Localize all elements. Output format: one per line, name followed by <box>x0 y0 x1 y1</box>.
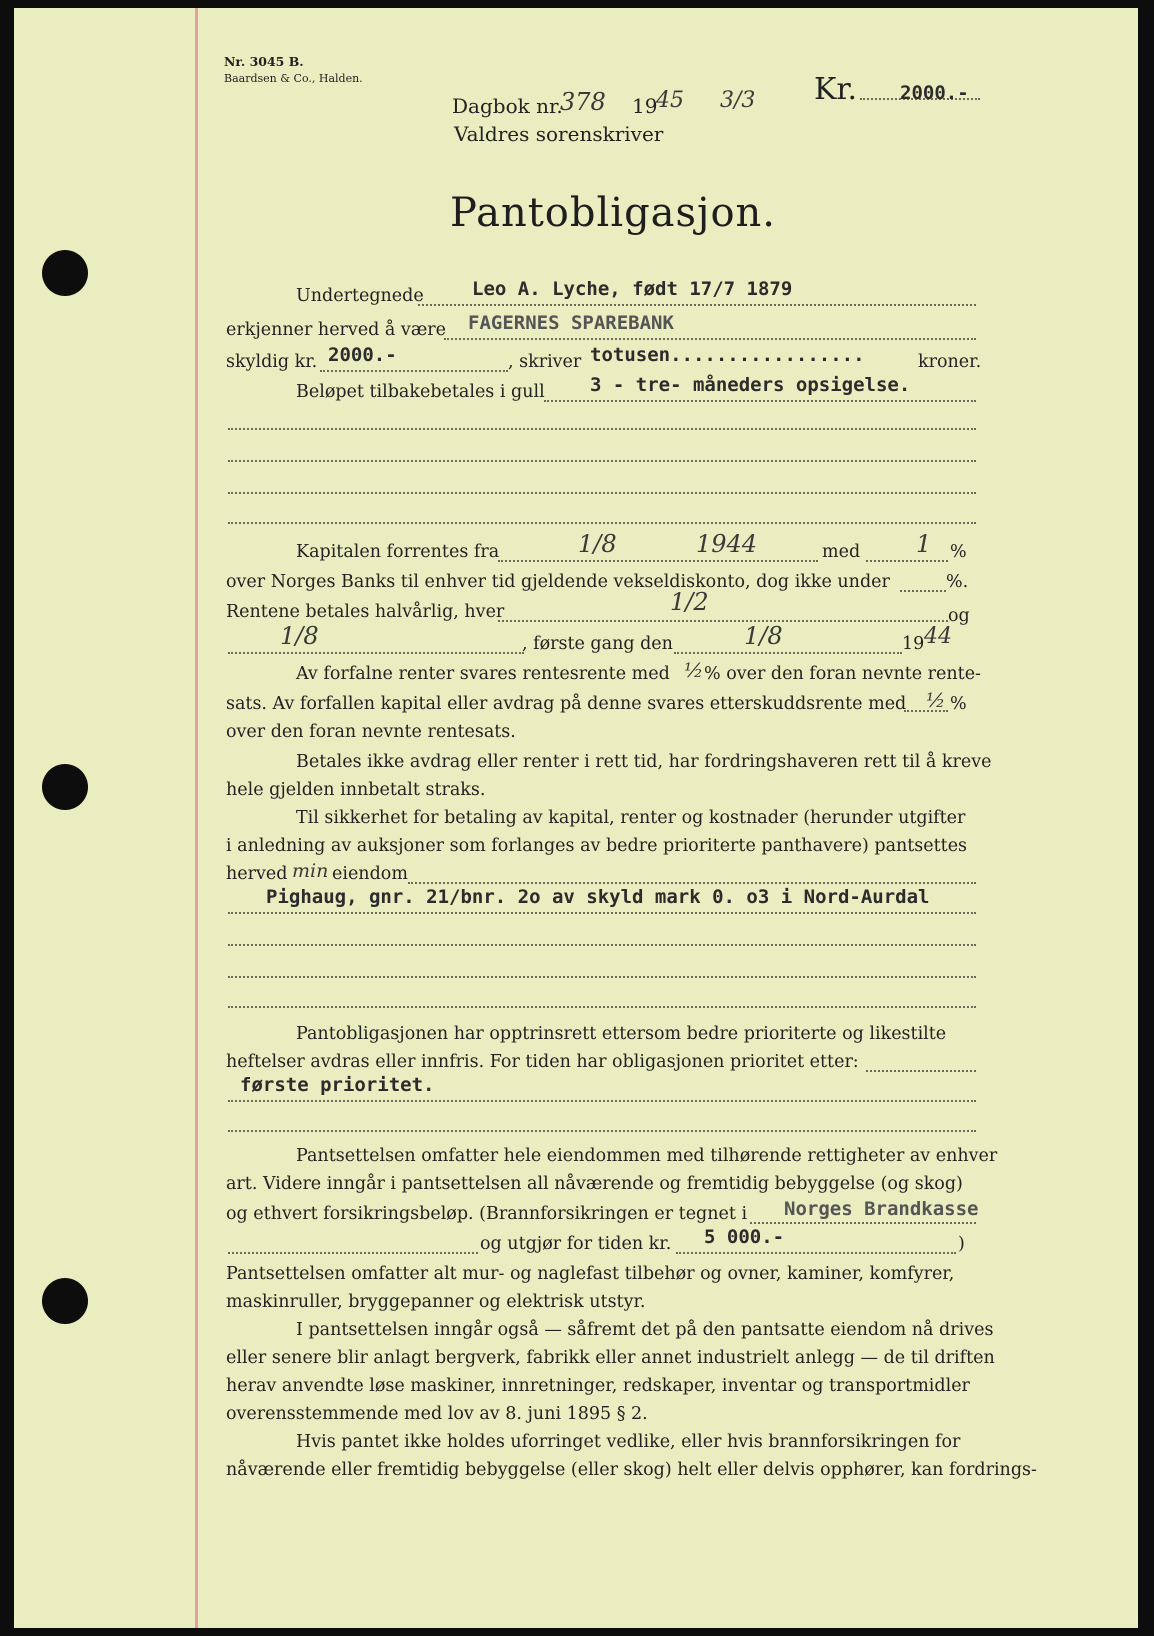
renter-label: Rentene betales halvårlig, hver <box>226 602 505 622</box>
industri-line-2: eller senere blir anlagt bergverk, fabrikk eller annet industrielt anlegg — de til driften <box>226 1348 995 1368</box>
property-description: Pighaug, gnr. 21/bnr. 2o av skyld mark 0. o3 i Nord-Aurdal <box>266 886 930 908</box>
mur-line-1: Pantsettelsen omfatter alt mur- og naglefast tilbehør og ovner, kaminer, komfyrer, <box>226 1264 955 1284</box>
blank-rule <box>228 976 976 978</box>
omfatter-line-3: og ethvert forsikringsbeløp. (Brannforsikringen er tegnet i <box>226 1204 748 1224</box>
min-text: min <box>292 860 329 882</box>
omfatter-line-2: art. Videre inngår i pantsettelsen all nåværende og fremtidig bebyggelse (og skog) <box>226 1174 963 1194</box>
sats-text: sats. Av forfallen kapital eller avdrag på denne svares etterskuddsrente med <box>226 694 907 714</box>
close-paren: ) <box>958 1234 965 1254</box>
rule <box>320 370 508 372</box>
rule <box>228 652 524 654</box>
industri-line-4: overensstemmende med lov av 8. juni 1895 § 2. <box>226 1404 648 1424</box>
forfalne-rest: % over den foran nevnte rente- <box>704 664 981 684</box>
erkjenner-label: erkjenner herved å være <box>226 320 446 340</box>
default-interest-1: ½ <box>684 658 704 682</box>
rule <box>418 304 976 306</box>
default-interest-2: ½ <box>926 688 946 712</box>
percent-dot: %. <box>946 572 969 592</box>
norges-bank-text: over Norges Banks til enhver tid gjeldende vekseldiskonto, dog ikke under <box>226 572 890 592</box>
document-page <box>14 8 1138 1628</box>
kroner-label: kroner. <box>918 352 982 372</box>
omfatter-line-1: Pantsettelsen omfatter hele eiendommen med tilhørende rettigheter av enhver <box>296 1146 998 1166</box>
dagbok-number: 378 <box>560 88 606 116</box>
rule <box>228 1252 478 1254</box>
hvis-line-1: Hvis pantet ikke holdes uforringet vedlike, eller hvis brannforsikringen for <box>296 1432 961 1452</box>
og-label: og <box>948 606 970 626</box>
industri-line-1: I pantsettelsen inngår også — såfremt det på den pantsatte eiendom nå drives <box>296 1320 994 1340</box>
forfalne-text: Av forfalne renter svares rentesrente med <box>296 664 670 684</box>
creditor-name: FAGERNES SPAREBANK <box>468 312 674 334</box>
dagbok-label: Dagbok nr. <box>452 94 563 118</box>
forste-gang-label: , første gang den <box>522 634 673 654</box>
blank-rule <box>228 428 976 430</box>
blank-rule <box>228 944 976 946</box>
percent-sign-2: % <box>950 694 967 714</box>
kr-label: Kr. <box>814 72 857 107</box>
punch-hole <box>42 1278 88 1324</box>
undertegnede-label: Undertegnede <box>296 286 424 306</box>
rule <box>228 1100 976 1102</box>
margin-line <box>195 8 198 1628</box>
year-prefix: 19 <box>632 94 658 118</box>
til-line-1: Til sikkerhet for betaling av kapital, renter og kostnader (herunder utgifter <box>296 808 966 828</box>
payment-date-1: 1/2 <box>670 588 709 616</box>
industri-line-3: herav anvendte løse maskiner, innretninger, redskaper, inventar og transportmidler <box>226 1376 970 1396</box>
rule <box>498 620 948 622</box>
herved-label: herved <box>226 864 288 884</box>
priority: første prioritet. <box>240 1074 435 1096</box>
rule <box>444 338 976 340</box>
punch-hole <box>42 764 88 810</box>
page-title: Pantobligasjon. <box>450 190 777 236</box>
insured-amount: 5 000.- <box>704 1226 785 1248</box>
repayment-terms: 3 - tre- måneders opsigelse. <box>590 374 911 396</box>
rule <box>674 652 902 654</box>
utgjor-label: og utgjør for tiden kr. <box>480 1234 672 1254</box>
rule <box>866 1070 976 1072</box>
blank-rule <box>228 460 976 462</box>
eiendom-label: eiendom <box>332 864 408 884</box>
rule <box>900 590 946 592</box>
office-stamp: Valdres sorenskriver <box>454 122 664 146</box>
rule <box>866 560 948 562</box>
kr-amount: 2000.- <box>900 82 969 104</box>
blank-rule <box>228 1006 976 1008</box>
printer-name: Baardsen & Co., Halden. <box>224 72 363 85</box>
insurer: Norges Brandkasse <box>784 1198 979 1220</box>
betales-line-2: hele gjelden innbetalt straks. <box>226 780 486 800</box>
rule <box>408 882 976 884</box>
tilbake-label: Beløpet tilbakebetales i gull <box>296 382 545 402</box>
blank-rule <box>228 1130 976 1132</box>
first-payment-date: 1/8 <box>744 622 783 650</box>
skriver-label: , skriver <box>508 352 582 372</box>
blank-rule <box>228 492 976 494</box>
interest-from-day: 1/8 <box>578 530 617 558</box>
hvis-line-2: nåværende eller fremtidig bebyggelse (eller skog) helt eller delvis opphører, kan fordrings- <box>226 1460 1037 1480</box>
til-line-2: i anledning av auksjoner som forlanges av bedre prioriterte panthavere) pantsettes <box>226 836 968 856</box>
betales-line-1: Betales ikke avdrag eller renter i rett tid, har fordringshaveren rett til å kreve <box>296 752 992 772</box>
form-number: Nr. 3045 B. <box>224 54 304 69</box>
interest-from-year: 1944 <box>696 530 758 558</box>
percent-sign: % <box>950 542 967 562</box>
med-label: med <box>822 542 861 562</box>
amount-digits: 2000.- <box>328 344 397 366</box>
blank-rule <box>228 522 976 524</box>
date: 3/3 <box>720 88 756 113</box>
amount-words: totusen................. <box>590 344 865 366</box>
payment-date-2: 1/8 <box>280 622 319 650</box>
debtor-name: Leo A. Lyche, født 17/7 1879 <box>472 278 793 300</box>
year-suffix: 45 <box>656 88 684 113</box>
skyldig-label: skyldig kr. <box>226 352 318 372</box>
rule <box>498 560 818 562</box>
rule <box>750 1222 976 1224</box>
rule <box>676 1252 956 1254</box>
first-year-suffix: 44 <box>924 624 952 649</box>
kapital-label: Kapitalen forrentes fra <box>296 542 500 562</box>
first-year-prefix: 19 <box>902 634 925 654</box>
mur-line-2: maskinruller, bryggepanner og elektrisk utstyr. <box>226 1292 646 1312</box>
rule <box>228 912 976 914</box>
interest-rate: 1 <box>916 530 932 558</box>
rule <box>544 400 976 402</box>
pant-line-1: Pantobligasjonen har opptrinsrett ettersom bedre prioriterte og likestilte <box>296 1024 947 1044</box>
pant-line-2: heftelser avdras eller innfris. For tiden har obligasjonen prioritet etter: <box>226 1052 859 1072</box>
punch-hole <box>42 250 88 296</box>
over-den-text: over den foran nevnte rentesats. <box>226 722 516 742</box>
